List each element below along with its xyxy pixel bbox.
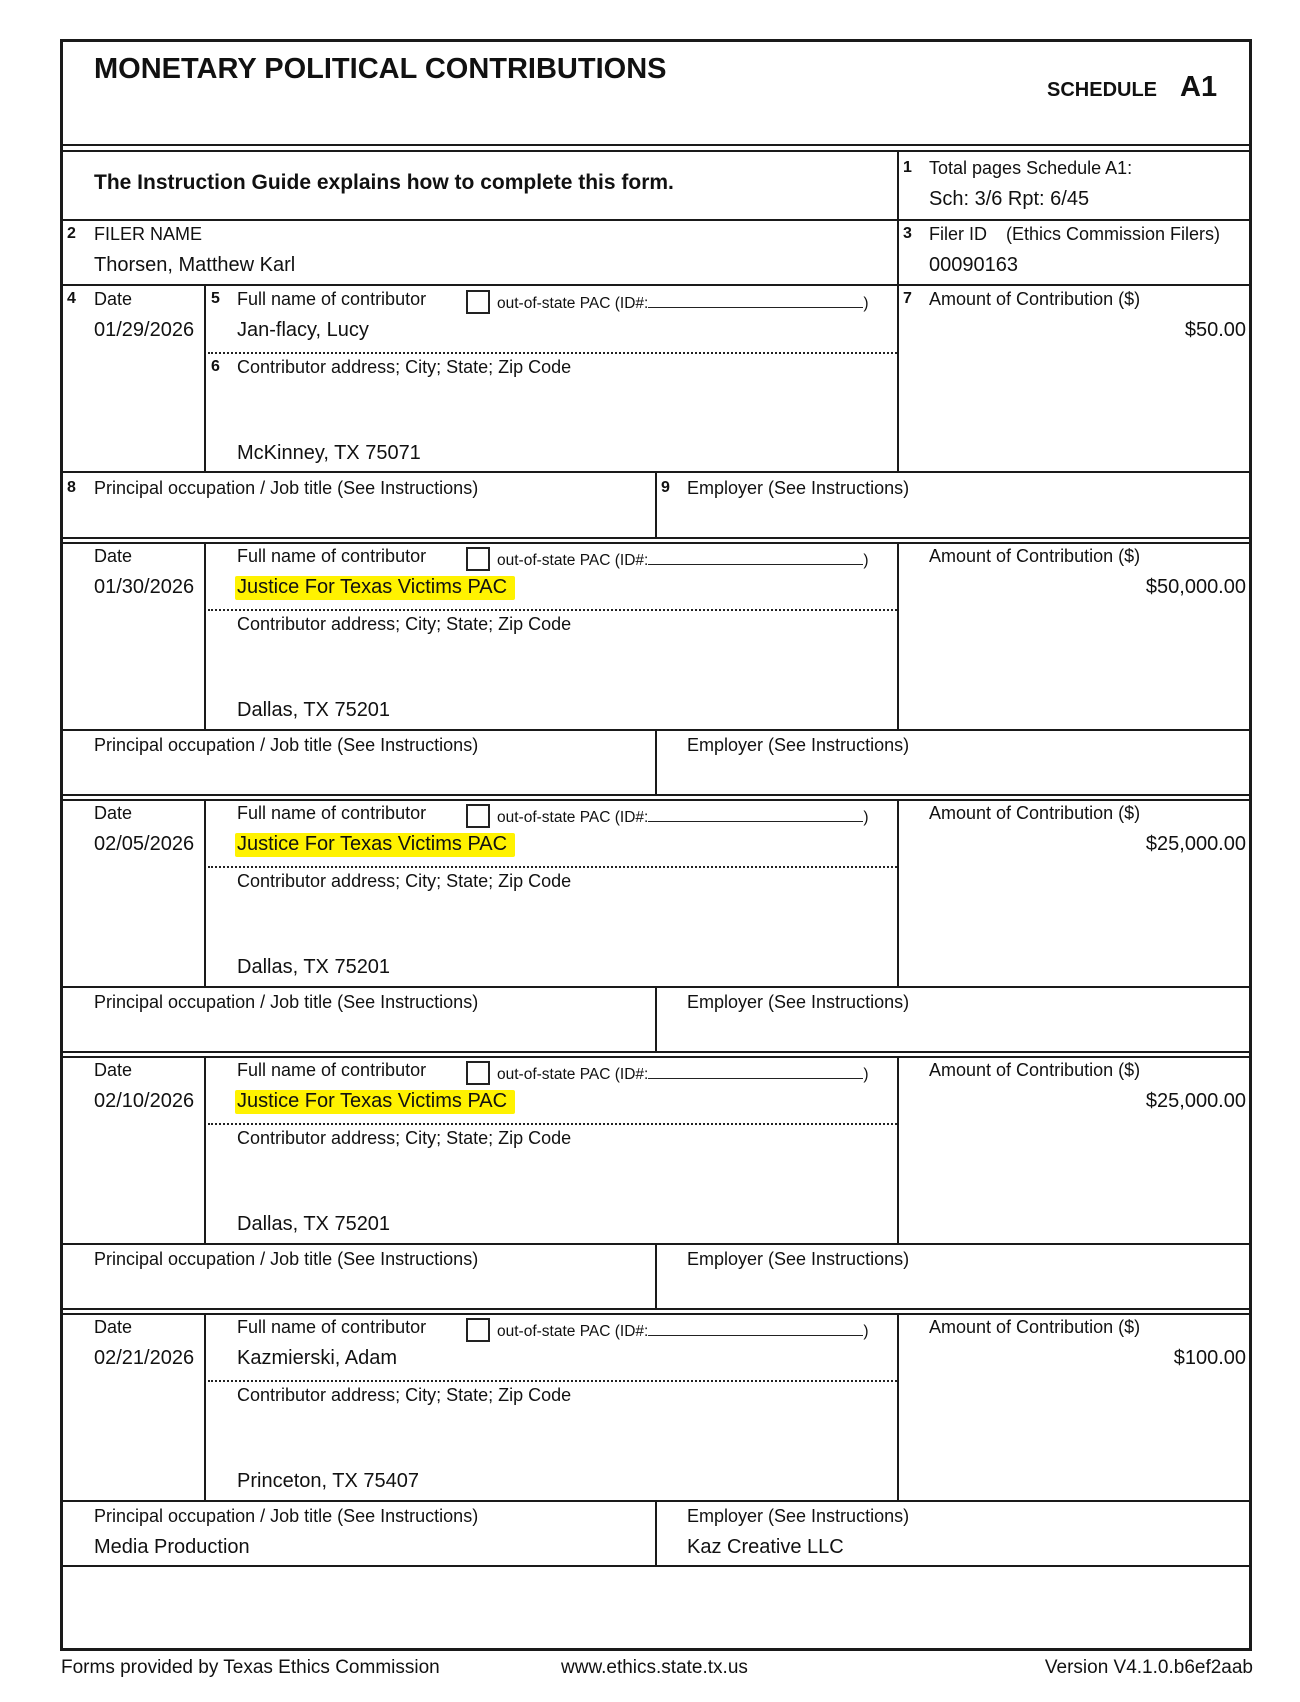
- employer-label: Employer (See Instructions): [687, 478, 910, 498]
- employer-label: Employer (See Instructions): [687, 735, 910, 755]
- footer-provider: Forms provided by Texas Ethics Commission: [61, 1657, 440, 1678]
- contributor-name: Kazmierski, Adam: [237, 1347, 398, 1369]
- employer-label: Employer (See Instructions): [687, 1506, 910, 1526]
- occupation-divider: [655, 729, 657, 794]
- amount-label: Amount of Contribution ($): [929, 803, 1141, 823]
- entry-separator-rule: [60, 794, 1252, 796]
- footer-website-link[interactable]: www.ethics.state.tx.us: [561, 1657, 748, 1678]
- contribution-amount: $100.00: [1173, 1347, 1246, 1369]
- address-label: Contributor address; City; State; Zip Code: [237, 871, 572, 891]
- contribution-date: 02/05/2026: [94, 833, 195, 855]
- occupation-divider: [655, 1500, 657, 1565]
- amount-label: Amount of Contribution ($): [929, 1060, 1141, 1080]
- out-of-state-pac-checkbox[interactable]: [466, 1061, 490, 1085]
- occupation-label: Principal occupation / Job title (See Instructions): [94, 992, 479, 1012]
- entry-separator-rule: [60, 542, 1252, 544]
- contributor-label: Full name of contributor: [237, 289, 427, 309]
- footer-version: Version V4.1.0.b6ef2aab: [1044, 1657, 1253, 1678]
- date-divider: [204, 284, 206, 473]
- occupation-divider: [655, 471, 657, 537]
- amount-divider: [897, 799, 899, 988]
- contributor-name: Jan-flacy, Lucy: [237, 319, 369, 341]
- total-pages-value: Sch: 3/6 Rpt: 6/45: [929, 188, 1090, 210]
- contributor-address: Dallas, TX 75201: [237, 956, 391, 978]
- occupation-label: Principal occupation / Job title (See Instructions): [94, 1249, 479, 1269]
- date-label: Date: [94, 546, 133, 566]
- title-rule-1: [60, 144, 1252, 146]
- employer-label: Employer (See Instructions): [687, 1249, 910, 1269]
- contributor-address: McKinney, TX 75071: [237, 442, 421, 464]
- out-of-state-pac-checkbox[interactable]: [466, 1318, 490, 1342]
- entry-separator-rule: [60, 1313, 1252, 1315]
- filer-name-label: FILER NAME: [94, 224, 203, 244]
- contributor-label: Full name of contributor: [237, 803, 427, 823]
- entry-separator-rule: [60, 1051, 1252, 1053]
- date-label: Date: [94, 803, 133, 823]
- date-label: Date: [94, 289, 133, 309]
- contributor-name: Justice For Texas Victims PAC: [235, 1090, 515, 1114]
- instruction-text: The Instruction Guide explains how to complete this form.: [94, 171, 674, 194]
- contribution-date: 02/10/2026: [94, 1090, 195, 1112]
- entry-end-rule: [60, 1565, 1252, 1567]
- contribution-date: 01/29/2026: [94, 319, 195, 341]
- out-of-state-pac-label: out-of-state PAC (ID#: ): [497, 1066, 869, 1083]
- out-of-state-pac-checkbox[interactable]: [466, 804, 490, 828]
- out-of-state-pac-label: out-of-state PAC (ID#: ): [497, 809, 869, 826]
- filer-name-value: Thorsen, Matthew Karl: [94, 254, 296, 276]
- row-rule-filer: [60, 219, 1252, 221]
- filer-id-label: Filer ID: [929, 224, 987, 244]
- occupation-divider: [655, 986, 657, 1051]
- address-label: Contributor address; City; State; Zip Code: [237, 1385, 572, 1405]
- frame-left: [60, 39, 63, 1651]
- contributor-label: Full name of contributor: [237, 546, 427, 566]
- contribution-amount: $25,000.00: [1145, 1090, 1246, 1112]
- contribution-date: 01/30/2026: [94, 576, 195, 598]
- occupation-divider: [655, 1243, 657, 1308]
- out-of-state-pac-checkbox[interactable]: [466, 290, 490, 314]
- name-address-separator: [208, 866, 897, 868]
- address-label: Contributor address; City; State; Zip Code: [237, 357, 572, 377]
- contributor-name: Justice For Texas Victims PAC: [235, 576, 515, 600]
- contributor-label: Full name of contributor: [237, 1317, 427, 1337]
- out-of-state-pac-checkbox[interactable]: [466, 547, 490, 571]
- occupation-label: Principal occupation / Job title (See Instructions): [94, 735, 479, 755]
- contributor-name: Justice For Texas Victims PAC: [235, 833, 515, 857]
- name-address-separator: [208, 1123, 897, 1125]
- amount-divider: [897, 1313, 899, 1502]
- field-number-7: 7: [903, 290, 912, 307]
- filer-id-value: 00090163: [929, 254, 1018, 276]
- right-column-divider-top: [897, 150, 899, 473]
- form-title: MONETARY POLITICAL CONTRIBUTIONS: [94, 53, 667, 85]
- date-divider: [204, 1313, 206, 1502]
- field-number-4: 4: [67, 290, 76, 307]
- contributor-address: Dallas, TX 75201: [237, 1213, 391, 1235]
- entry-separator-rule: [60, 799, 1252, 801]
- field-number-5: 5: [211, 290, 220, 307]
- schedule-label: SCHEDULE: [1047, 79, 1158, 101]
- field-number-2: 2: [67, 225, 76, 242]
- field-number-6: 6: [211, 358, 220, 375]
- name-address-separator: [208, 352, 897, 354]
- address-label: Contributor address; City; State; Zip Code: [237, 1128, 572, 1148]
- contribution-amount: $50,000.00: [1145, 576, 1246, 598]
- date-divider: [204, 542, 206, 731]
- amount-divider: [897, 542, 899, 731]
- frame-top: [60, 39, 1252, 42]
- amount-label: Amount of Contribution ($): [929, 1317, 1141, 1337]
- contribution-amount: $50.00: [1184, 319, 1246, 341]
- occupation-label: Principal occupation / Job title (See Instructions): [94, 478, 479, 498]
- contributor-occupation: Media Production: [94, 1536, 250, 1558]
- schedule-code: A1: [1180, 71, 1218, 103]
- address-label: Contributor address; City; State; Zip Code: [237, 614, 572, 634]
- contribution-date: 02/21/2026: [94, 1347, 195, 1369]
- contributor-label: Full name of contributor: [237, 1060, 427, 1080]
- date-divider: [204, 1056, 206, 1245]
- contributor-employer: Kaz Creative LLC: [687, 1536, 844, 1558]
- out-of-state-pac-label: out-of-state PAC (ID#: ): [497, 295, 869, 312]
- contributor-address: Princeton, TX 75407: [237, 1470, 419, 1492]
- contributor-address: Dallas, TX 75201: [237, 699, 391, 721]
- occupation-label: Principal occupation / Job title (See Instructions): [94, 1506, 479, 1526]
- row-rule-entries: [60, 284, 1252, 286]
- employer-label: Employer (See Instructions): [687, 992, 910, 1012]
- out-of-state-pac-label: out-of-state PAC (ID#: ): [497, 552, 869, 569]
- entry-separator-rule: [60, 537, 1252, 539]
- date-label: Date: [94, 1060, 133, 1080]
- entry-separator-rule: [60, 1056, 1252, 1058]
- date-label: Date: [94, 1317, 133, 1337]
- field-number-1: 1: [903, 159, 912, 176]
- total-pages-label: Total pages Schedule A1:: [929, 158, 1133, 178]
- amount-label: Amount of Contribution ($): [929, 546, 1141, 566]
- contribution-amount: $25,000.00: [1145, 833, 1246, 855]
- entry-separator-rule: [60, 1308, 1252, 1310]
- amount-divider: [897, 1056, 899, 1245]
- date-divider: [204, 799, 206, 988]
- field-number-3: 3: [903, 225, 912, 242]
- name-address-separator: [208, 609, 897, 611]
- title-rule-2: [60, 150, 1252, 152]
- amount-label: Amount of Contribution ($): [929, 289, 1141, 309]
- field-number-8: 8: [67, 479, 76, 496]
- field-number-9: 9: [661, 479, 670, 496]
- name-address-separator: [208, 1380, 897, 1382]
- out-of-state-pac-label: out-of-state PAC (ID#: ): [497, 1323, 869, 1340]
- frame-bottom: [60, 1648, 1252, 1651]
- frame-right: [1249, 39, 1252, 1651]
- filer-id-note: (Ethics Commission Filers): [1006, 224, 1221, 244]
